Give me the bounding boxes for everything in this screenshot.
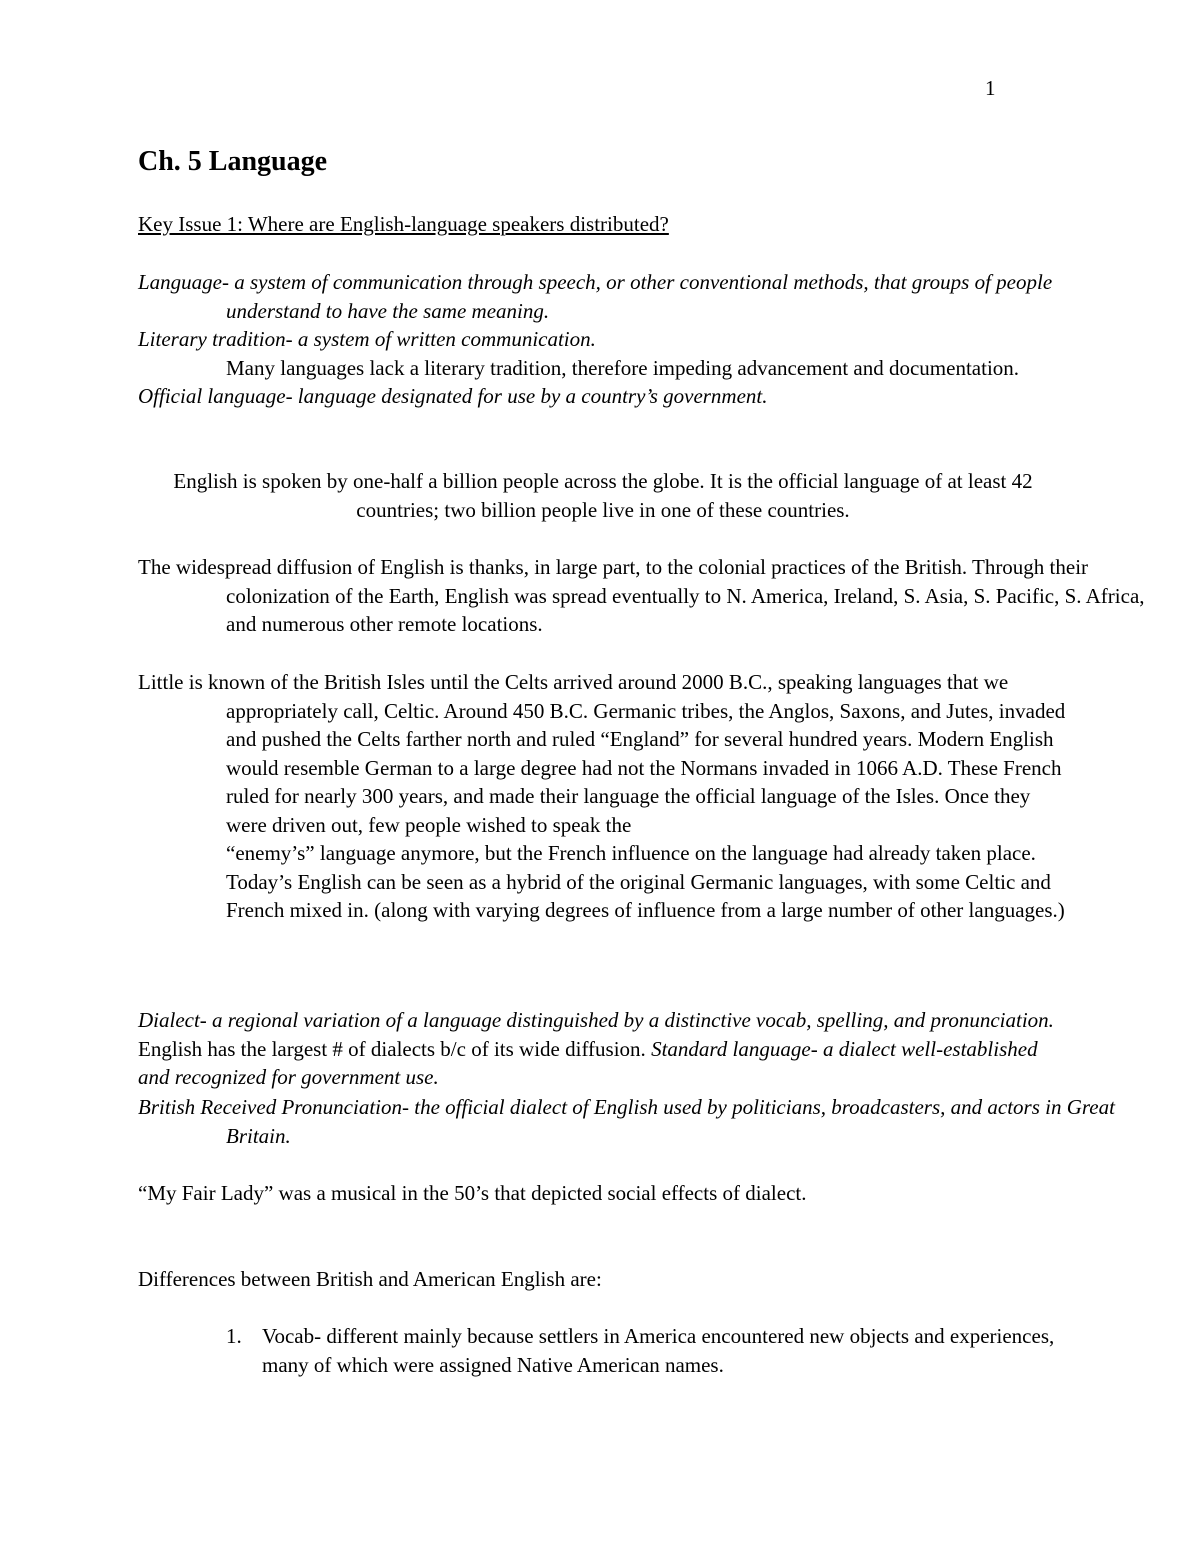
page-number: 1 (985, 76, 996, 100)
list-item-text: Vocab- different mainly because settlers in America encountered new objects and experiences, many of which were assigned Native American names. (262, 1324, 1055, 1377)
history-block (138, 668, 1068, 925)
literary-tradition-note: Many languages lack a literary tradition, therefore impeding advancement and documentation. (226, 355, 1020, 380)
dialect-paragraph (138, 1006, 1068, 1092)
history-paragraph-1: Little is known of the British Isles until the Celts arrived around 2000 B.C., speaking languages that we appropriately call, Celtic. Around 450 B.C. Germanic tribes, the Anglos, Saxons, and Jutes, invaded and pushed the Celts farther north and ruled “England” for several hundred years. Modern English would resemble German to a large degree had not the Normans invaded in 1066 A.D. These French ruled for nearly 300 years, and made their language the official language of the Isles. Once they were driven out, few people wished to speak the (138, 670, 1066, 837)
list-item (226, 1322, 1092, 1379)
dialect-definition: Dialect- a regional variation of a language distinguished by a distinctive vocab, spelling, and pronunciation. (138, 1008, 1054, 1032)
definitions-block (138, 268, 1068, 411)
language-definition: Language- a system of communication through speech, or other conventional methods, that groups of people understand to have the same meaning. (138, 270, 1053, 323)
my-fair-lady-paragraph: “My Fair Lady” was a musical in the 50’s that depicted social effects of dialect. (138, 1181, 807, 1205)
diffusion-paragraph: The widespread diffusion of English is thanks, in large part, to the colonial practices of the British. Through their colonization of the Earth, English was spread eventually to N. America, Ireland, S. Asia, S. Pacific, S. Africa, and numerous other remote locations. (138, 555, 1145, 636)
page-title: Ch. 5 Language (138, 146, 328, 177)
british-rp-definition: British Received Pronunciation- the official dialect of English used by politicians, broadcasters, and actors in Great Britain. (138, 1095, 1115, 1148)
list-item-number: 1. (226, 1324, 242, 1348)
differences-intro: Differences between British and American English are: (138, 1267, 602, 1291)
key-issue-heading: Key Issue 1: Where are English-language speakers distributed? (138, 212, 669, 236)
literary-tradition-definition: Literary tradition- a system of written communication. (138, 327, 596, 351)
official-language-definition: Official language- language designated for use by a country’s government. (138, 384, 768, 408)
history-paragraph-2: “enemy’s” language anymore, but the French influence on the language had already taken place. Today’s English can be seen as a hybrid of the original Germanic languages, with some Celtic and French mixed in. (along with varying degrees of influence from a large number of other languages.) (226, 841, 1065, 922)
english-stats-paragraph: English is spoken by one-half a billion people across the globe. It is the official language of at least 42 countries; two billion people live in one of these countries. (173, 469, 1033, 522)
dialect-note: English has the largest # of dialects b/c of its wide diffusion. (138, 1036, 652, 1061)
standard-language-definition: Standard language- a dialect well-established and recognized for government use. (138, 1036, 1038, 1089)
